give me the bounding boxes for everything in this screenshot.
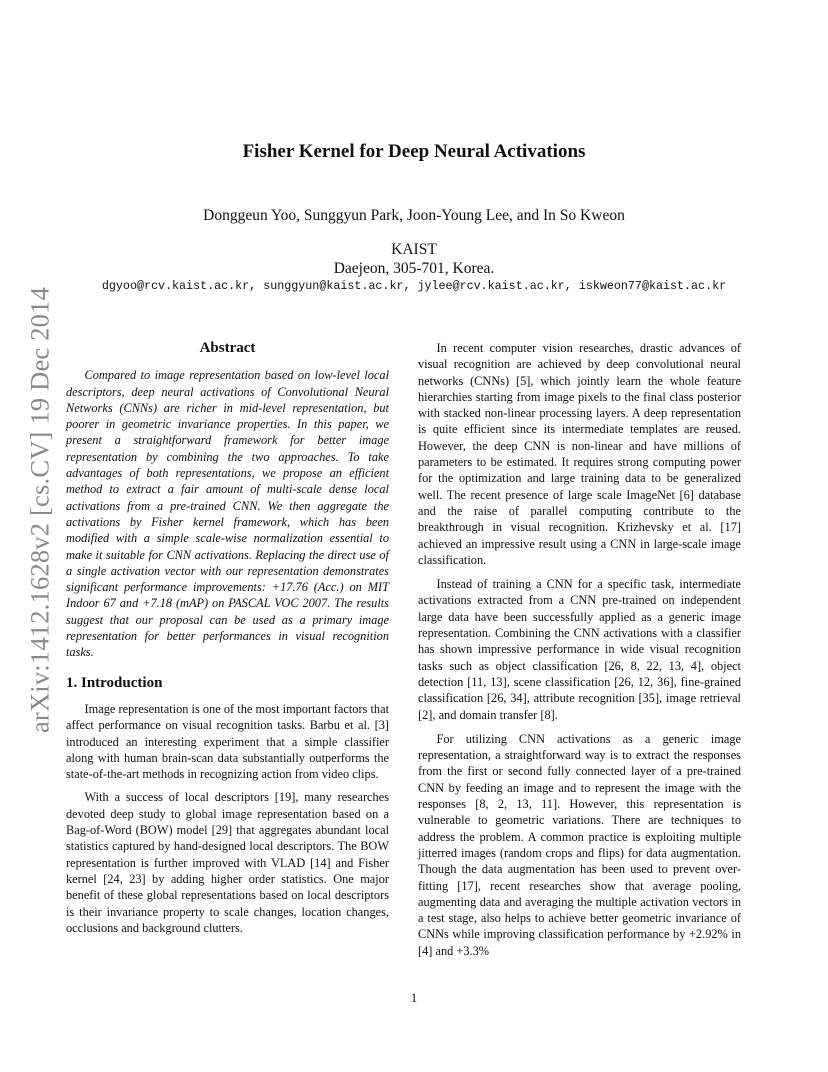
abstract-heading: Abstract [199, 340, 256, 356]
intro-paragraph: With a success of local descriptors [19], many researches devoted deep study to global image representation based on a Bag-of-Word (BOW) model [29] that aggregates abundant local statistics captured by hand-designed local descriptors. The BOW representation is further improved with VLAD [14] and Fisher kernel [24, 23] by adding higher order statistics. One major benefit of these global representations based on local descriptors is their invariance property to scale changes, location changes, occlusions and background clutters. [66, 790, 389, 935]
institution-name: KAIST [391, 241, 437, 258]
author-list: Donggeun Yoo, Sunggyun Park, Joon-Young Lee, and In So Kweon [203, 207, 625, 224]
arxiv-identifier-text: arXiv:1412.1628v2 [cs.CV] 19 Dec 2014 [24, 286, 55, 734]
abstract-text: Compared to image representation based on low-level local descriptors, deep neural activations of Convolutional Neural Networks (CNNs) are richer in mid-level representation, but poorer in geometric invariance properties. In this paper, we present a straightforward framework for better image representation by combining the two approaches. To take advantages of both representations, we propose an efficient method to extract a fair amount of multi-scale dense local activations from a pre-trained CNN. We then aggregate the activations by Fisher kernel framework, which has been modified with a simple scale-wise normalization essential to make it suitable for CNN activations. Replacing the direct use of a single activation vector with our representation demonstrates significant performance improvements: +17.76 (Acc.) on MIT Indoor 67 and +7.18 (mAP) on PASCAL VOC 2007. The results suggest that our proposal can be used as a primary image representation for better performances in visual recognition tasks. [66, 368, 389, 660]
institution-address: Daejeon, 305-701, Korea. [333, 260, 495, 277]
left-column [66, 340, 389, 943]
introduction-heading: 1. Introduction [66, 674, 163, 691]
intro-paragraph: Image representation is one of the most important factors that affect performance on visual recognition tasks. Barbu et al. [3] introduced an interesting experiment that a simple classifier along with human brain-scan data substantially outperforms the state-of-the-art methods in recognizing action from video clips. [66, 701, 389, 782]
affiliation-block [0, 240, 828, 278]
intro-paragraph: Instead of training a CNN for a specific task, intermediate activations extracted from a CNN pre-trained on independent large data have been successfully applied as a generic image representation. Combining the CNN activations with a classifier has shown impressive performance in wide visual recognition tasks such as object classification [26, 8, 22, 13, 4], object detection [11, 13], scene classification [26, 12, 36], fine-grained classification [26, 34], attribute recognition [35], image retrieval [2], and domain transfer [8]. [418, 577, 741, 722]
author-emails: dgyoo@rcv.kaist.ac.kr, sunggyun@kaist.ac.kr, jylee@rcv.kaist.ac.kr, iskweon77@kaist.ac.kr [101, 279, 727, 293]
paper-title: Fisher Kernel for Deep Neural Activations [242, 141, 586, 162]
intro-paragraph: For utilizing CNN activations as a generic image representation, a straightforward way is to extract the responses from the first or second fully connected layer of a pre-trained CNN by feeding an image and to represent the image with the responses [8, 2, 13, 11]. However, this representation is vulnerable to geometric variations. There are techniques to address the problem. A common practice is exploiting multiple jitterred images (random crops and flips) for data augmentation. Though the data augmentation has been used to prevent over-fitting [17], recent researches show that average pooling, augmenting data and averaging the multiple activation vectors in a test stage, also helps to achieve better geometric invariance of CNNs while improving classification performance by +2.92% in [4] and +3.3% [418, 731, 741, 958]
right-column [418, 340, 741, 967]
intro-paragraph: In recent computer vision researches, drastic advances of visual recognition are achieved by deep convolutional neural networks (CNNs) [5], which jointly learn the whole feature hierarchies starting from image pixels to the final class posterior with stacked non-linear processing layers. A deep representation is quite efficient since its intermediate templates are reused. However, the deep CNN is non-linear and have millions of parameters to be estimated. It requires strong computing power for the optimization and large training data to be generalized well. The recent presence of large scale ImageNet [6] database and the raise of parallel computing contribute to the breakthrough in visual recognition. Krizhevsky et al. [17] achieved an impressive result using a CNN in large-scale image classification. [418, 341, 741, 567]
page-number: 1 [410, 991, 418, 1005]
arxiv-identifier-stamp [20, 286, 60, 734]
